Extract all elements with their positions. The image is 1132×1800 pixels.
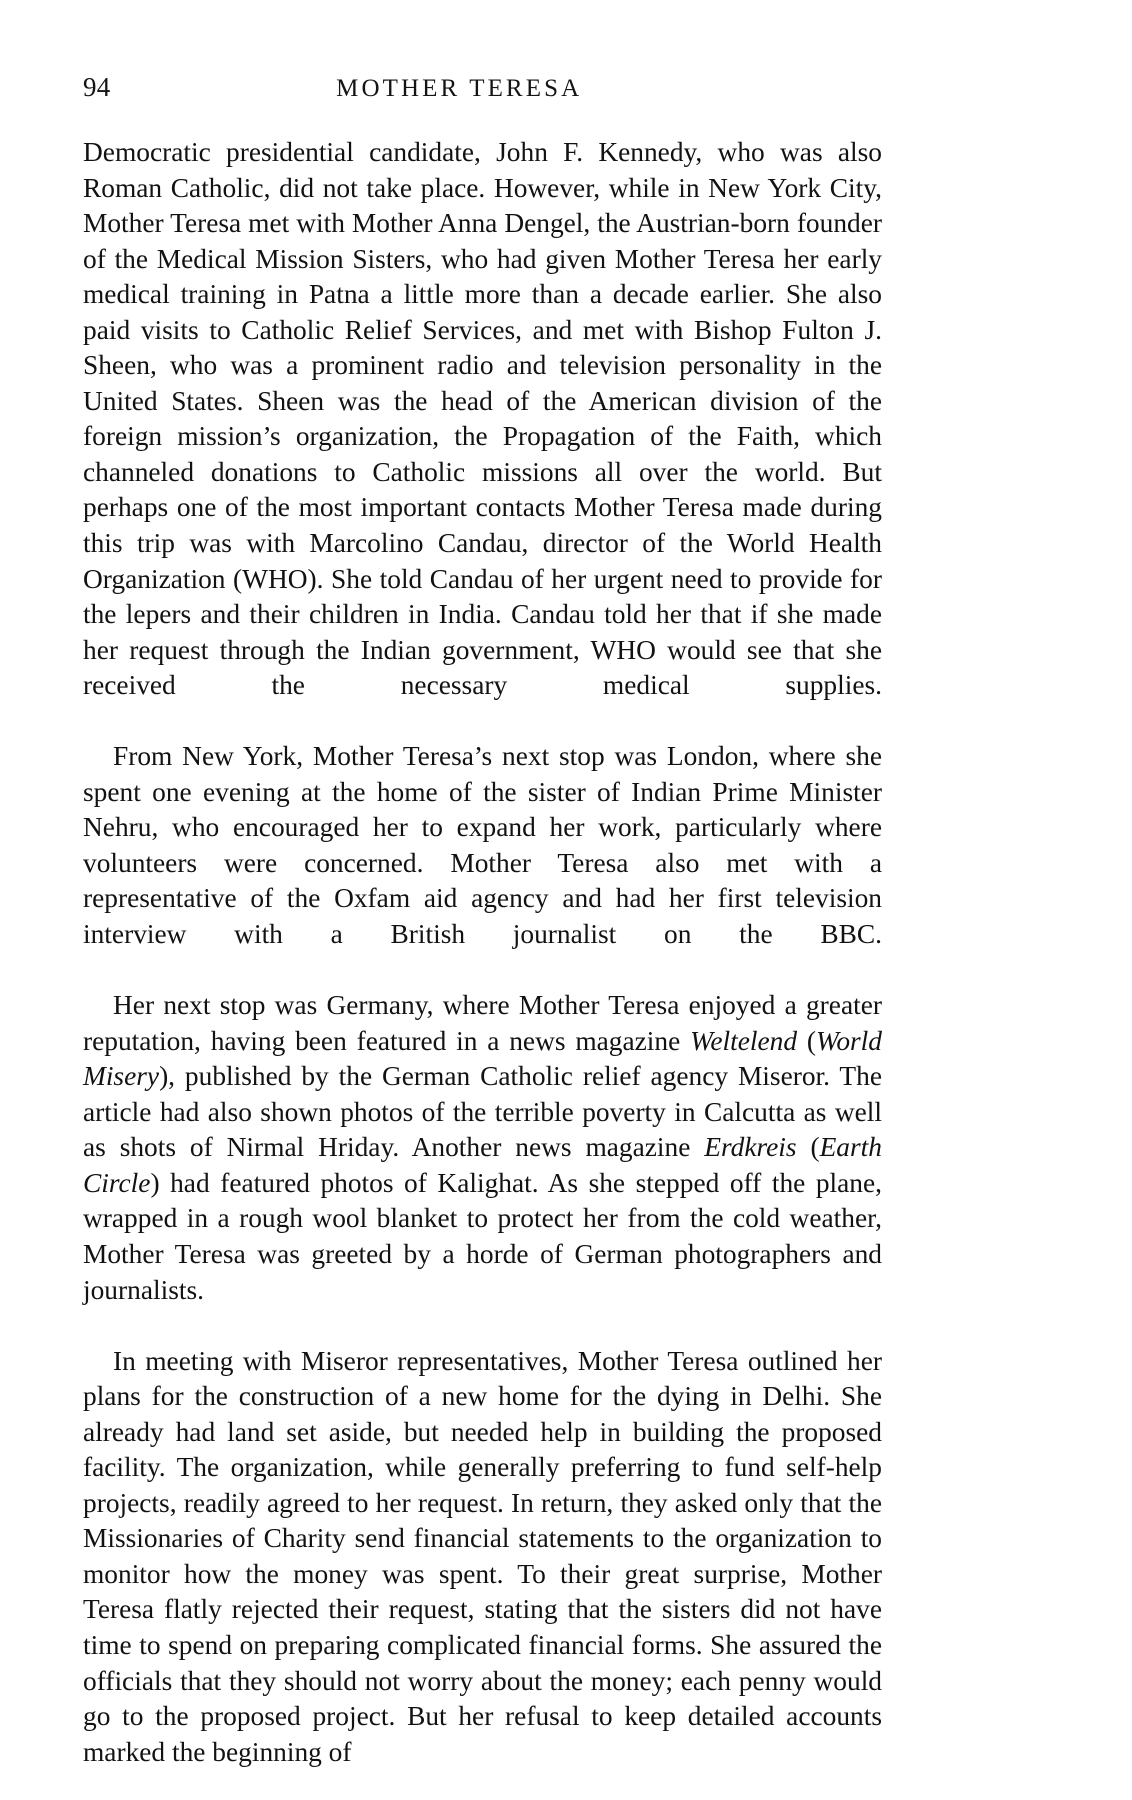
text-run: ), published by the German Catholic relief agency Miseror. The article had also shown photos of the terrible poverty in Calcutta as well as shots of Nirmal Hriday. Another news magazine (83, 1061, 882, 1163)
running-title-container (110, 76, 880, 101)
running-head (83, 74, 880, 108)
text-run: Democratic presidential candidate, John F. Kennedy, who was also Roman Catholic, did not take place. However, while in New York City, Mother Teresa met with Mother Anna Dengel, the Austrian-born founder of the Medical Mission Sisters, who had given Mother Teresa her early medical training in Patna a little more than a decade earlier. She also paid visits to Catholic Relief Services, and met with Bishop Fulton J. Sheen, who was a prominent radio and television personality in the United States. Sheen was the head of the American division of the foreign mission’s organization, the Propagation of the Faith, which channeled donations to Catholic missions all over the world. But perhaps one of the most important contacts Mother Teresa made during this trip was with Marcolino Candau, director of the World Health Organization (WHO). She told Candau of her urgent need to provide for the lepers and their children in India. Candau told her that if she made her request through the Indian government, WHO would see that she received the necessary medical supplies. (83, 137, 882, 701)
text-run: ( (797, 1025, 817, 1056)
body-paragraph (83, 1344, 882, 1771)
body-paragraph (83, 135, 882, 739)
italic-title: Earth Circle (83, 1132, 882, 1198)
running-title: MOTHER TERESA (336, 75, 583, 102)
page-number: 94 (83, 72, 111, 102)
italic-title: Weltelend (690, 1025, 798, 1056)
italic-title: Erdkreis (704, 1132, 797, 1163)
text-run: Her next stop was Germany, where Mother Teresa enjoyed a greater reputation, having been featured in a news magazine (83, 990, 882, 1056)
text-run: In meeting with Miseror representatives, Mother Teresa outlined her plans for the construction of a new home for the dying in Delhi. She already had land set aside, but needed help in building the proposed facility. The organization, while generally preferring to fund self-help projects, readily agreed to her request. In return, they asked only that the Missionaries of Charity send financial statements to the organization to monitor how the money was spent. To their great surprise, Mother Teresa flatly rejected their request, stating that the sisters did not have time to spend on preparing complicated financial forms. She assured the officials that they should not worry about the money; each penny would go to the proposed project. But her refusal to keep detailed accounts marked the beginning of (83, 1345, 882, 1767)
text-run: From New York, Mother Teresa’s next stop was London, where she spent one evening at the home of the sister of Indian Prime Minister Nehru, who encouraged her to expand her work, particularly where volunteers were concerned. Mother Teresa also met with a representative of the Oxfam aid agency and had her first television interview with a British journalist on the BBC. (83, 741, 882, 950)
body-paragraph (83, 988, 882, 1343)
body-paragraph (83, 739, 882, 988)
text-run: ( (796, 1132, 820, 1163)
text-run: ) had featured photos of Kalighat. As she stepped off the plane, wrapped in a rough wool blanket to protect her from the cold weather, Mother Teresa was greeted by a horde of German photographers and journalists. (83, 1167, 882, 1305)
italic-title: World Misery (83, 1025, 882, 1092)
body-text-block (83, 135, 882, 1770)
